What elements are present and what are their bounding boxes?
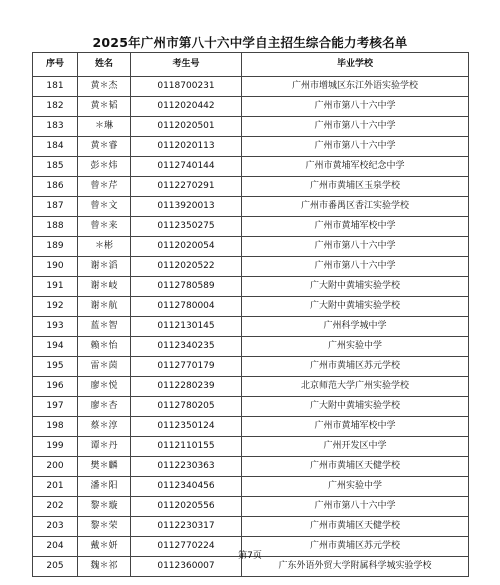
cell-name: 魏＊祁 (78, 557, 131, 577)
cell-exam-id: 0112780205 (131, 397, 242, 417)
cell-name: 赖＊怡 (78, 337, 131, 357)
cell-name: ＊琳 (78, 117, 131, 137)
table-row (33, 437, 469, 457)
cell-exam-id: 0112780589 (131, 277, 242, 297)
cell-school: 广州市黄埔区苏元学校 (242, 357, 469, 377)
cell-school: 广州市第八十六中学 (242, 117, 469, 137)
cell-exam-id: 0112340235 (131, 337, 242, 357)
cell-school: 广大附中黄埔实验学校 (242, 397, 469, 417)
cell-exam-id: 0112280239 (131, 377, 242, 397)
table-row (33, 477, 469, 497)
cell-name: 谢＊岐 (78, 277, 131, 297)
cell-exam-id: 0112360007 (131, 557, 242, 577)
cell-no: 181 (33, 77, 78, 97)
cell-school: 广州市番禺区香江实验学校 (242, 197, 469, 217)
cell-no: 189 (33, 237, 78, 257)
cell-name: 黄＊韬 (78, 97, 131, 117)
cell-exam-id: 0112350124 (131, 417, 242, 437)
page-number: 第7页 (238, 551, 262, 561)
cell-name: 彭＊炜 (78, 157, 131, 177)
cell-exam-id: 0112350275 (131, 217, 242, 237)
table-row (33, 417, 469, 437)
cell-exam-id: 0112020054 (131, 237, 242, 257)
cell-name: 谢＊滔 (78, 257, 131, 277)
cell-no: 185 (33, 157, 78, 177)
cell-no: 190 (33, 257, 78, 277)
cell-name: ＊彬 (78, 237, 131, 257)
cell-name: 雷＊茵 (78, 357, 131, 377)
cell-no: 188 (33, 217, 78, 237)
cell-name: 曾＊文 (78, 197, 131, 217)
cell-exam-id: 0112340456 (131, 477, 242, 497)
cell-school: 广州市黄埔区苏元学校 (242, 537, 469, 557)
cell-exam-id: 0112230363 (131, 457, 242, 477)
table-row (33, 277, 469, 297)
cell-school: 广州市第八十六中学 (242, 237, 469, 257)
table-row (33, 117, 469, 137)
table-row (33, 97, 469, 117)
cell-name: 黄＊杰 (78, 77, 131, 97)
cell-exam-id: 0112020522 (131, 257, 242, 277)
cell-no: 196 (33, 377, 78, 397)
cell-school: 广州市黄埔区天健学校 (242, 457, 469, 477)
cell-exam-id: 0112020442 (131, 97, 242, 117)
cell-no: 193 (33, 317, 78, 337)
cell-name: 黎＊璇 (78, 497, 131, 517)
table-row (33, 517, 469, 537)
table-row (33, 177, 469, 197)
table-row (33, 337, 469, 357)
cell-name: 潘＊阳 (78, 477, 131, 497)
cell-school: 广州开发区中学 (242, 437, 469, 457)
cell-school: 广州市黄埔区玉泉学校 (242, 177, 469, 197)
cell-school: 广州市第八十六中学 (242, 97, 469, 117)
column-header-name: 姓名 (78, 53, 131, 77)
cell-no: 197 (33, 397, 78, 417)
cell-name: 廖＊杏 (78, 397, 131, 417)
cell-no: 182 (33, 97, 78, 117)
table-row (33, 237, 469, 257)
table-row (33, 457, 469, 477)
cell-exam-id: 0112020556 (131, 497, 242, 517)
cell-name: 戴＊妍 (78, 537, 131, 557)
column-header-exam-id: 考生号 (131, 53, 242, 77)
table-body (33, 77, 469, 577)
table-row (33, 197, 469, 217)
cell-school: 广州市第八十六中学 (242, 257, 469, 277)
cell-exam-id: 0113920013 (131, 197, 242, 217)
cell-exam-id: 0112770224 (131, 537, 242, 557)
cell-no: 183 (33, 117, 78, 137)
cell-name: 谢＊航 (78, 297, 131, 317)
table-row (33, 157, 469, 177)
cell-name: 曾＊芹 (78, 177, 131, 197)
cell-exam-id: 0112770179 (131, 357, 242, 377)
cell-school: 广东外语外贸大学附属科学城实验学校 (242, 557, 469, 577)
table-row (33, 377, 469, 397)
cell-name: 樊＊麟 (78, 457, 131, 477)
cell-no: 187 (33, 197, 78, 217)
table-row (33, 497, 469, 517)
cell-no: 186 (33, 177, 78, 197)
table-row (33, 397, 469, 417)
table-row (33, 357, 469, 377)
cell-no: 195 (33, 357, 78, 377)
cell-no: 202 (33, 497, 78, 517)
cell-school: 广州市黄埔军校纪念中学 (242, 157, 469, 177)
cell-no: 184 (33, 137, 78, 157)
cell-school: 广大附中黄埔实验学校 (242, 277, 469, 297)
cell-exam-id: 0112130145 (131, 317, 242, 337)
cell-exam-id: 0112020113 (131, 137, 242, 157)
cell-school: 广州科学城中学 (242, 317, 469, 337)
roster-table (32, 52, 469, 577)
cell-exam-id: 0112740144 (131, 157, 242, 177)
column-header-no: 序号 (33, 53, 78, 77)
cell-school: 广大附中黄埔实验学校 (242, 297, 469, 317)
cell-school: 广州市黄埔区天健学校 (242, 517, 469, 537)
table-row (33, 77, 469, 97)
cell-no: 200 (33, 457, 78, 477)
cell-no: 194 (33, 337, 78, 357)
column-header-school: 毕业学校 (242, 53, 469, 77)
table-header-row (33, 53, 469, 77)
table-row (33, 137, 469, 157)
cell-no: 191 (33, 277, 78, 297)
cell-school: 广州市黄埔军校中学 (242, 417, 469, 437)
cell-exam-id: 0112270291 (131, 177, 242, 197)
cell-school: 广州市增城区东江外语实验学校 (242, 77, 469, 97)
cell-exam-id: 0112780004 (131, 297, 242, 317)
cell-no: 201 (33, 477, 78, 497)
cell-no: 198 (33, 417, 78, 437)
table-row (33, 317, 469, 337)
cell-name: 谭＊丹 (78, 437, 131, 457)
cell-no: 203 (33, 517, 78, 537)
cell-no: 204 (33, 537, 78, 557)
cell-exam-id: 0118700231 (131, 77, 242, 97)
cell-school: 广州市第八十六中学 (242, 137, 469, 157)
cell-name: 蓝＊智 (78, 317, 131, 337)
cell-no: 192 (33, 297, 78, 317)
cell-school: 广州实验中学 (242, 477, 469, 497)
cell-exam-id: 0112020501 (131, 117, 242, 137)
cell-no: 205 (33, 557, 78, 577)
cell-name: 蔡＊淳 (78, 417, 131, 437)
cell-school: 广州市黄埔军校中学 (242, 217, 469, 237)
cell-school: 广州市第八十六中学 (242, 497, 469, 517)
table-row (33, 297, 469, 317)
cell-name: 黄＊睿 (78, 137, 131, 157)
table-row (33, 217, 469, 237)
cell-name: 廖＊悦 (78, 377, 131, 397)
cell-name: 黎＊荣 (78, 517, 131, 537)
table-row (33, 257, 469, 277)
page-title: 2025年广州市第八十六中学自主招生综合能力考核名单 (92, 35, 408, 50)
cell-exam-id: 0112110155 (131, 437, 242, 457)
cell-school: 广州实验中学 (242, 337, 469, 357)
cell-exam-id: 0112230317 (131, 517, 242, 537)
cell-no: 199 (33, 437, 78, 457)
cell-school: 北京师范大学广州实验学校 (242, 377, 469, 397)
cell-name: 曾＊来 (78, 217, 131, 237)
